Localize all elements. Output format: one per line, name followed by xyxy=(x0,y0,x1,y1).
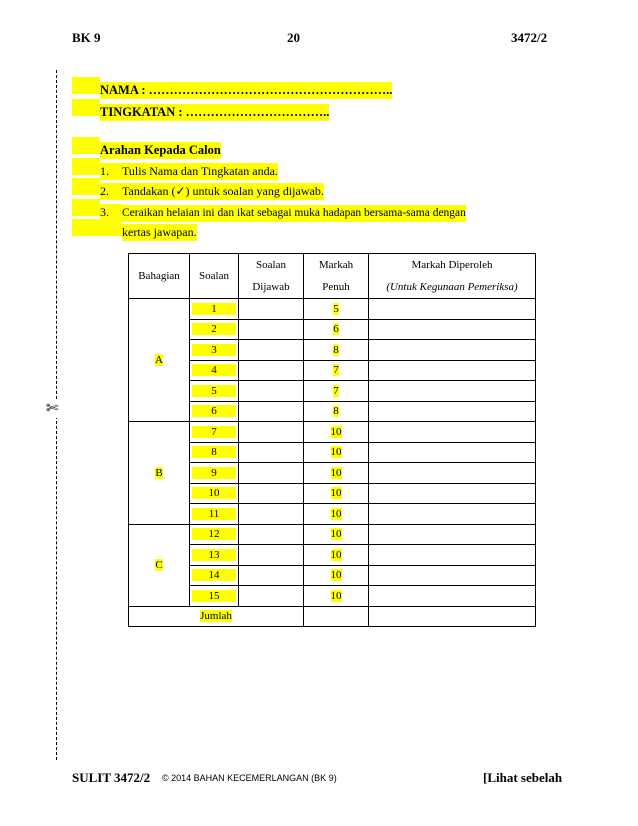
instructions-title: Arahan Kepada Calon xyxy=(100,143,221,157)
instruction-2: 2. Tandakan (✓) untuk soalan yang dijawab. xyxy=(72,178,324,195)
scissors-icon: ✄ xyxy=(46,401,59,417)
section-label: B xyxy=(129,422,190,525)
table-row xyxy=(129,565,536,586)
section-label: A xyxy=(129,299,190,422)
question-number: 15 xyxy=(190,586,239,607)
full-marks: 10 xyxy=(304,422,369,443)
instructions-title-line xyxy=(72,137,221,157)
answered-checkbox-cell[interactable] xyxy=(239,381,304,402)
full-marks: 10 xyxy=(304,565,369,586)
question-number: 11 xyxy=(190,504,239,525)
table-row xyxy=(129,504,536,525)
table-row xyxy=(129,586,536,607)
full-marks: 10 xyxy=(304,586,369,607)
full-marks: 10 xyxy=(304,524,369,545)
question-number: 6 xyxy=(190,401,239,422)
col-soalan: Soalan xyxy=(190,254,239,299)
question-number: 10 xyxy=(190,483,239,504)
table-row xyxy=(129,422,536,443)
tingkatan-line xyxy=(72,99,330,119)
obtained-marks-cell[interactable] xyxy=(369,586,536,607)
table-row xyxy=(129,483,536,504)
table-row xyxy=(129,299,536,320)
question-number: 2 xyxy=(190,319,239,340)
table-row xyxy=(129,319,536,340)
answered-checkbox-cell[interactable] xyxy=(239,565,304,586)
obtained-marks-cell[interactable] xyxy=(369,463,536,484)
table-row xyxy=(129,340,536,361)
full-marks: 5 xyxy=(304,299,369,320)
obtained-marks-cell[interactable] xyxy=(369,504,536,525)
page-number: 20 xyxy=(287,30,300,45)
table-row xyxy=(129,401,536,422)
total-markah-diperoleh xyxy=(369,606,536,627)
full-marks: 10 xyxy=(304,545,369,566)
answered-checkbox-cell[interactable] xyxy=(239,401,304,422)
obtained-marks-cell[interactable] xyxy=(369,442,536,463)
answered-checkbox-cell[interactable] xyxy=(239,524,304,545)
section-label: C xyxy=(129,524,190,606)
obtained-marks-cell[interactable] xyxy=(369,422,536,443)
question-number: 4 xyxy=(190,360,239,381)
col-markah-penuh: Markah Penuh xyxy=(304,254,369,299)
instruction-1: 1. Tulis Nama dan Tingkatan anda. xyxy=(72,158,278,175)
obtained-marks-cell[interactable] xyxy=(369,565,536,586)
footer-left: SULIT 3472/2 xyxy=(72,770,151,785)
question-number: 3 xyxy=(190,340,239,361)
full-marks: 8 xyxy=(304,401,369,422)
question-number: 5 xyxy=(190,381,239,402)
header-right: 3472/2 xyxy=(511,30,548,45)
obtained-marks-cell[interactable] xyxy=(369,545,536,566)
question-number: 13 xyxy=(190,545,239,566)
full-marks: 6 xyxy=(304,319,369,340)
instruction-3-continuation: kertas jawapan. xyxy=(72,219,197,236)
obtained-marks-cell[interactable] xyxy=(369,360,536,381)
answered-checkbox-cell[interactable] xyxy=(239,545,304,566)
total-row xyxy=(129,606,536,627)
col-bahagian: Bahagian xyxy=(129,254,190,299)
table-row xyxy=(129,463,536,484)
table-row xyxy=(129,360,536,381)
answered-checkbox-cell[interactable] xyxy=(239,463,304,484)
full-marks: 7 xyxy=(304,381,369,402)
tingkatan-field: TINGKATAN : …………………………….. xyxy=(100,105,330,119)
answered-checkbox-cell[interactable] xyxy=(239,586,304,607)
footer-copyright: © 2014 BAHAN KECEMERLANGAN (BK 9) xyxy=(162,773,337,783)
marks-table xyxy=(128,253,536,627)
question-number: 1 xyxy=(190,299,239,320)
obtained-marks-cell[interactable] xyxy=(369,299,536,320)
answered-checkbox-cell[interactable] xyxy=(239,483,304,504)
header-left: BK 9 xyxy=(72,30,101,45)
answered-checkbox-cell[interactable] xyxy=(239,422,304,443)
question-number: 9 xyxy=(190,463,239,484)
nama-field: NAMA : ………………………………………………….. xyxy=(100,83,393,97)
question-number: 8 xyxy=(190,442,239,463)
question-number: 14 xyxy=(190,565,239,586)
table-row xyxy=(129,545,536,566)
question-number: 7 xyxy=(190,422,239,443)
answered-checkbox-cell[interactable] xyxy=(239,299,304,320)
obtained-marks-cell[interactable] xyxy=(369,483,536,504)
answered-checkbox-cell[interactable] xyxy=(239,340,304,361)
answered-checkbox-cell[interactable] xyxy=(239,504,304,525)
footer-right: [Lihat sebelah xyxy=(483,770,563,785)
answered-checkbox-cell[interactable] xyxy=(239,360,304,381)
full-marks: 10 xyxy=(304,483,369,504)
full-marks: 10 xyxy=(304,463,369,484)
obtained-marks-cell[interactable] xyxy=(369,340,536,361)
full-marks: 10 xyxy=(304,504,369,525)
total-markah-penuh xyxy=(304,606,369,627)
answered-checkbox-cell[interactable] xyxy=(239,442,304,463)
question-number: 12 xyxy=(190,524,239,545)
table-row xyxy=(129,524,536,545)
full-marks: 8 xyxy=(304,340,369,361)
table-row xyxy=(129,442,536,463)
obtained-marks-cell[interactable] xyxy=(369,524,536,545)
total-label: Jumlah xyxy=(129,606,304,627)
full-marks: 10 xyxy=(304,442,369,463)
obtained-marks-cell[interactable] xyxy=(369,401,536,422)
full-marks: 7 xyxy=(304,360,369,381)
table-header-row xyxy=(129,254,536,299)
col-soalan-dijawab: Soalan Dijawab xyxy=(239,254,304,299)
nama-line xyxy=(72,77,393,97)
obtained-marks-cell[interactable] xyxy=(369,381,536,402)
obtained-marks-cell[interactable] xyxy=(369,319,536,340)
answered-checkbox-cell[interactable] xyxy=(239,319,304,340)
instruction-3: 3. Ceraikan helaian ini dan ikat sebagai muka hadapan bersama-sama dengan xyxy=(72,199,466,216)
col-markah-diperoleh: Markah Diperoleh (Untuk Kegunaan Pemeriksa) xyxy=(369,254,536,299)
table-row xyxy=(129,381,536,402)
